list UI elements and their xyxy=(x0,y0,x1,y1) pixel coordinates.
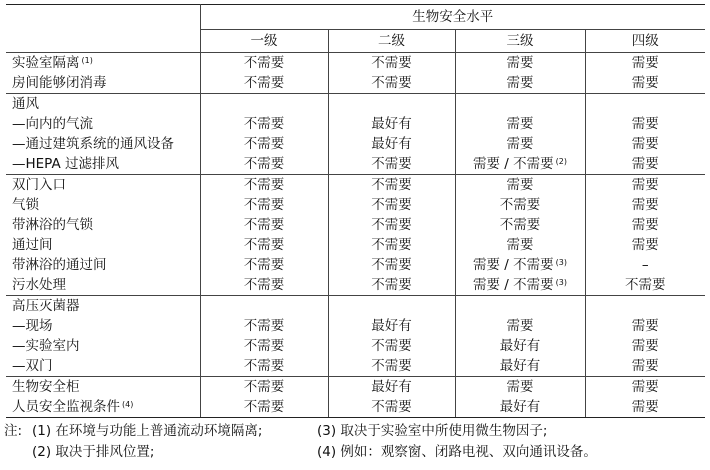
level-cell xyxy=(200,134,328,154)
table-row xyxy=(6,94,705,115)
cell-value: 不需要 xyxy=(243,55,285,71)
cell-value: 需要 xyxy=(506,177,534,193)
level-cell xyxy=(455,316,585,336)
header-row-group xyxy=(6,5,705,30)
cell-value: 不需要 xyxy=(243,75,285,91)
level-cell xyxy=(455,73,585,94)
cell-value: 不需要 xyxy=(243,116,285,132)
level-cell xyxy=(585,73,705,94)
cell-value: 最好有 xyxy=(499,399,541,415)
level-cell xyxy=(328,53,455,74)
level-header: 一级 xyxy=(200,30,328,53)
footnote-ref: (3) xyxy=(555,258,567,267)
level-cell xyxy=(328,235,455,255)
level-cell xyxy=(200,53,328,74)
level-cell xyxy=(455,195,585,215)
row-label-text: —HEPA 过滤排风 xyxy=(12,156,119,172)
level-cell xyxy=(328,175,455,196)
level-cell xyxy=(200,377,328,398)
cell-value: 不需要 xyxy=(243,379,285,395)
level-cell xyxy=(585,336,705,356)
level-cell xyxy=(200,235,328,255)
cell-value: 不需要 xyxy=(371,277,412,293)
biosafety-level-table xyxy=(6,4,705,418)
level-cell xyxy=(200,154,328,175)
level-cell xyxy=(328,356,455,377)
row-label-text: 带淋浴的气锁 xyxy=(12,217,93,233)
level-cell xyxy=(455,235,585,255)
level-cell xyxy=(328,377,455,398)
level-cell xyxy=(585,114,705,134)
row-label-text: —双门 xyxy=(12,358,53,374)
cell-value: 需要 xyxy=(631,379,659,395)
level-cell xyxy=(328,255,455,275)
level-cell xyxy=(585,215,705,235)
row-label-text: 污水处理 xyxy=(12,277,66,293)
cell-value: 最好有 xyxy=(371,116,412,132)
footnote-ref: (3) xyxy=(555,278,567,287)
cell-value: 需要 xyxy=(506,237,534,253)
table-row xyxy=(6,255,705,275)
level-cell xyxy=(200,336,328,356)
cell-value: 不需要 xyxy=(243,358,285,374)
cell-value: 需要 xyxy=(631,318,659,334)
cell-value: 需要 xyxy=(631,136,659,152)
note-1: (1) 在环境与功能上普通流动环境隔离; xyxy=(32,423,263,439)
cell-value: 不需要 xyxy=(243,257,285,273)
cell-value: 需要 xyxy=(631,338,659,354)
cell-value: 不需要 xyxy=(243,338,285,354)
table-row xyxy=(6,316,705,336)
cell-value: 需要 xyxy=(506,75,534,91)
cell-value: 需要 xyxy=(631,156,659,172)
cell-value: 不需要 xyxy=(243,277,285,293)
cell-value: 需要 xyxy=(631,75,659,91)
cell-value: 需要 / 不需要 xyxy=(473,257,554,273)
level-cell xyxy=(328,275,455,296)
row-label xyxy=(6,154,200,175)
cell-value: 不需要 xyxy=(625,277,666,293)
cell-value: 需要 xyxy=(631,177,659,193)
table-body xyxy=(6,53,705,418)
cell-value: 不需要 xyxy=(371,399,412,415)
cell-value: 不需要 xyxy=(371,156,412,172)
cell-value: 不需要 xyxy=(371,358,412,374)
row-label xyxy=(6,275,200,296)
cell-value: 最好有 xyxy=(371,136,412,152)
table-row xyxy=(6,53,705,74)
row-label-text: 实验室隔离 xyxy=(12,55,80,71)
level-cell xyxy=(328,94,455,115)
row-label xyxy=(6,397,200,418)
cell-value: 需要 xyxy=(506,116,534,132)
cell-value: 需要 xyxy=(631,399,659,415)
level-header: 三级 xyxy=(455,30,585,53)
row-label xyxy=(6,296,200,317)
cell-value: 不需要 xyxy=(371,55,412,71)
cell-value: 最好有 xyxy=(499,338,541,354)
cell-value: 不需要 xyxy=(243,318,285,334)
footnote-ref: (4) xyxy=(122,400,134,409)
cell-value: – xyxy=(641,257,649,273)
row-label-text: —实验室内 xyxy=(12,338,80,354)
level-cell xyxy=(200,397,328,418)
level-cell xyxy=(455,53,585,74)
cell-value: 不需要 xyxy=(243,217,285,233)
row-label-text: 带淋浴的通过间 xyxy=(12,257,107,273)
cell-value: 需要 xyxy=(506,55,534,71)
level-cell xyxy=(455,134,585,154)
row-label-text: 生物安全柜 xyxy=(12,379,80,395)
level-cell xyxy=(328,73,455,94)
row-label xyxy=(6,316,200,336)
row-label xyxy=(6,235,200,255)
cell-value: 需要 xyxy=(631,358,659,374)
row-label xyxy=(6,195,200,215)
table-row xyxy=(6,154,705,175)
notes-prefix: 注: xyxy=(4,423,23,439)
level-cell xyxy=(200,195,328,215)
level-cell xyxy=(328,316,455,336)
cell-value: 不需要 xyxy=(371,338,412,354)
level-cell xyxy=(455,175,585,196)
cell-value: 最好有 xyxy=(371,318,412,334)
cell-value: 不需要 xyxy=(371,257,412,273)
cell-value: 需要 / 不需要 xyxy=(473,277,554,293)
level-cell xyxy=(455,154,585,175)
level-header: 二级 xyxy=(328,30,455,53)
row-label xyxy=(6,336,200,356)
cell-value: 需要 xyxy=(506,379,534,395)
row-label-text: 通过间 xyxy=(12,237,53,253)
cell-value: 需要 xyxy=(631,197,659,213)
table-row xyxy=(6,235,705,255)
table-row xyxy=(6,397,705,418)
level-cell xyxy=(455,114,585,134)
level-cell xyxy=(455,336,585,356)
level-cell xyxy=(585,195,705,215)
row-label-text: —向内的气流 xyxy=(12,116,93,132)
table-row xyxy=(6,175,705,196)
group-title: 生物安全水平 xyxy=(200,5,705,30)
cell-value: 需要 xyxy=(506,318,534,334)
level-cell xyxy=(200,275,328,296)
row-label-text: 人员安全监视条件 xyxy=(12,399,120,415)
row-label xyxy=(6,215,200,235)
level-cell xyxy=(585,356,705,377)
level-cell xyxy=(455,397,585,418)
level-cell xyxy=(585,94,705,115)
level-cell xyxy=(200,255,328,275)
cell-value: 不需要 xyxy=(243,197,285,213)
level-cell xyxy=(328,215,455,235)
row-label-text: 通风 xyxy=(12,96,39,112)
level-cell xyxy=(328,397,455,418)
table-row xyxy=(6,73,705,94)
cell-value: 不需要 xyxy=(243,177,285,193)
level-cell xyxy=(200,215,328,235)
row-label-text: 高压灭菌器 xyxy=(12,298,80,314)
row-label xyxy=(6,175,200,196)
level-cell xyxy=(200,114,328,134)
table-row xyxy=(6,114,705,134)
table-row xyxy=(6,296,705,317)
table-row xyxy=(6,195,705,215)
row-label-text: 房间能够闭消毒 xyxy=(12,75,107,91)
table-row xyxy=(6,215,705,235)
cell-value: 不需要 xyxy=(371,177,412,193)
cell-value: 需要 xyxy=(631,116,659,132)
level-cell xyxy=(455,356,585,377)
level-cell xyxy=(200,316,328,336)
row-label-text: 双门入口 xyxy=(12,177,66,193)
cell-value: 最好有 xyxy=(371,379,412,395)
row-label-text: 气锁 xyxy=(12,197,39,213)
level-cell xyxy=(200,73,328,94)
level-cell xyxy=(585,175,705,196)
level-cell xyxy=(585,255,705,275)
note-3: (3) 取决于实验室中所使用微生物因子; xyxy=(317,423,548,439)
row-label xyxy=(6,94,200,115)
row-label xyxy=(6,377,200,398)
cell-value: 不需要 xyxy=(243,399,285,415)
level-cell xyxy=(455,377,585,398)
cell-value: 不需要 xyxy=(243,237,285,253)
footnote-ref: (2) xyxy=(555,157,567,166)
cell-value: 不需要 xyxy=(371,237,412,253)
table-row xyxy=(6,377,705,398)
level-cell xyxy=(200,175,328,196)
level-cell xyxy=(455,215,585,235)
level-cell xyxy=(328,195,455,215)
level-cell xyxy=(455,275,585,296)
level-cell xyxy=(455,94,585,115)
level-cell xyxy=(585,397,705,418)
cell-value: 需要 / 不需要 xyxy=(473,156,554,172)
level-cell xyxy=(585,316,705,336)
level-cell xyxy=(455,296,585,317)
level-cell xyxy=(328,336,455,356)
cell-value: 不需要 xyxy=(371,75,412,91)
level-cell xyxy=(328,296,455,317)
note-2: (2) 取决于排风位置; xyxy=(32,444,155,460)
cell-value: 需要 xyxy=(631,237,659,253)
row-label-text: —通过建筑系统的通风设备 xyxy=(12,136,174,152)
table-row xyxy=(6,275,705,296)
level-cell xyxy=(585,154,705,175)
row-label xyxy=(6,73,200,94)
level-cell xyxy=(200,296,328,317)
cell-value: 不需要 xyxy=(371,197,412,213)
cell-value: 最好有 xyxy=(499,358,541,374)
level-cell xyxy=(328,154,455,175)
level-cell xyxy=(585,275,705,296)
cell-value: 需要 xyxy=(631,217,659,233)
row-label xyxy=(6,356,200,377)
level-cell xyxy=(200,94,328,115)
row-label xyxy=(6,255,200,275)
row-label xyxy=(6,114,200,134)
level-cell xyxy=(328,114,455,134)
cell-value: 需要 xyxy=(506,136,534,152)
cell-value: 不需要 xyxy=(499,197,541,213)
level-cell xyxy=(585,377,705,398)
level-header: 四级 xyxy=(585,30,705,53)
row-label xyxy=(6,53,200,74)
level-cell xyxy=(585,53,705,74)
level-cell xyxy=(200,356,328,377)
footnote-ref: (1) xyxy=(81,56,93,65)
level-cell xyxy=(585,134,705,154)
cell-value: 不需要 xyxy=(371,217,412,233)
note-4: (4) 例如：观察窗、闭路电视、双向通讯设备。 xyxy=(317,444,597,460)
level-cell xyxy=(328,134,455,154)
header-blank-cell xyxy=(6,5,200,53)
level-cell xyxy=(455,255,585,275)
row-label xyxy=(6,134,200,154)
cell-value: 不需要 xyxy=(499,217,541,233)
level-cell xyxy=(585,235,705,255)
table-row xyxy=(6,134,705,154)
table-row xyxy=(6,356,705,377)
cell-value: 需要 xyxy=(631,55,659,71)
table-row xyxy=(6,336,705,356)
level-cell xyxy=(585,296,705,317)
cell-value: 不需要 xyxy=(243,156,285,172)
cell-value: 不需要 xyxy=(243,136,285,152)
row-label-text: —现场 xyxy=(12,318,53,334)
